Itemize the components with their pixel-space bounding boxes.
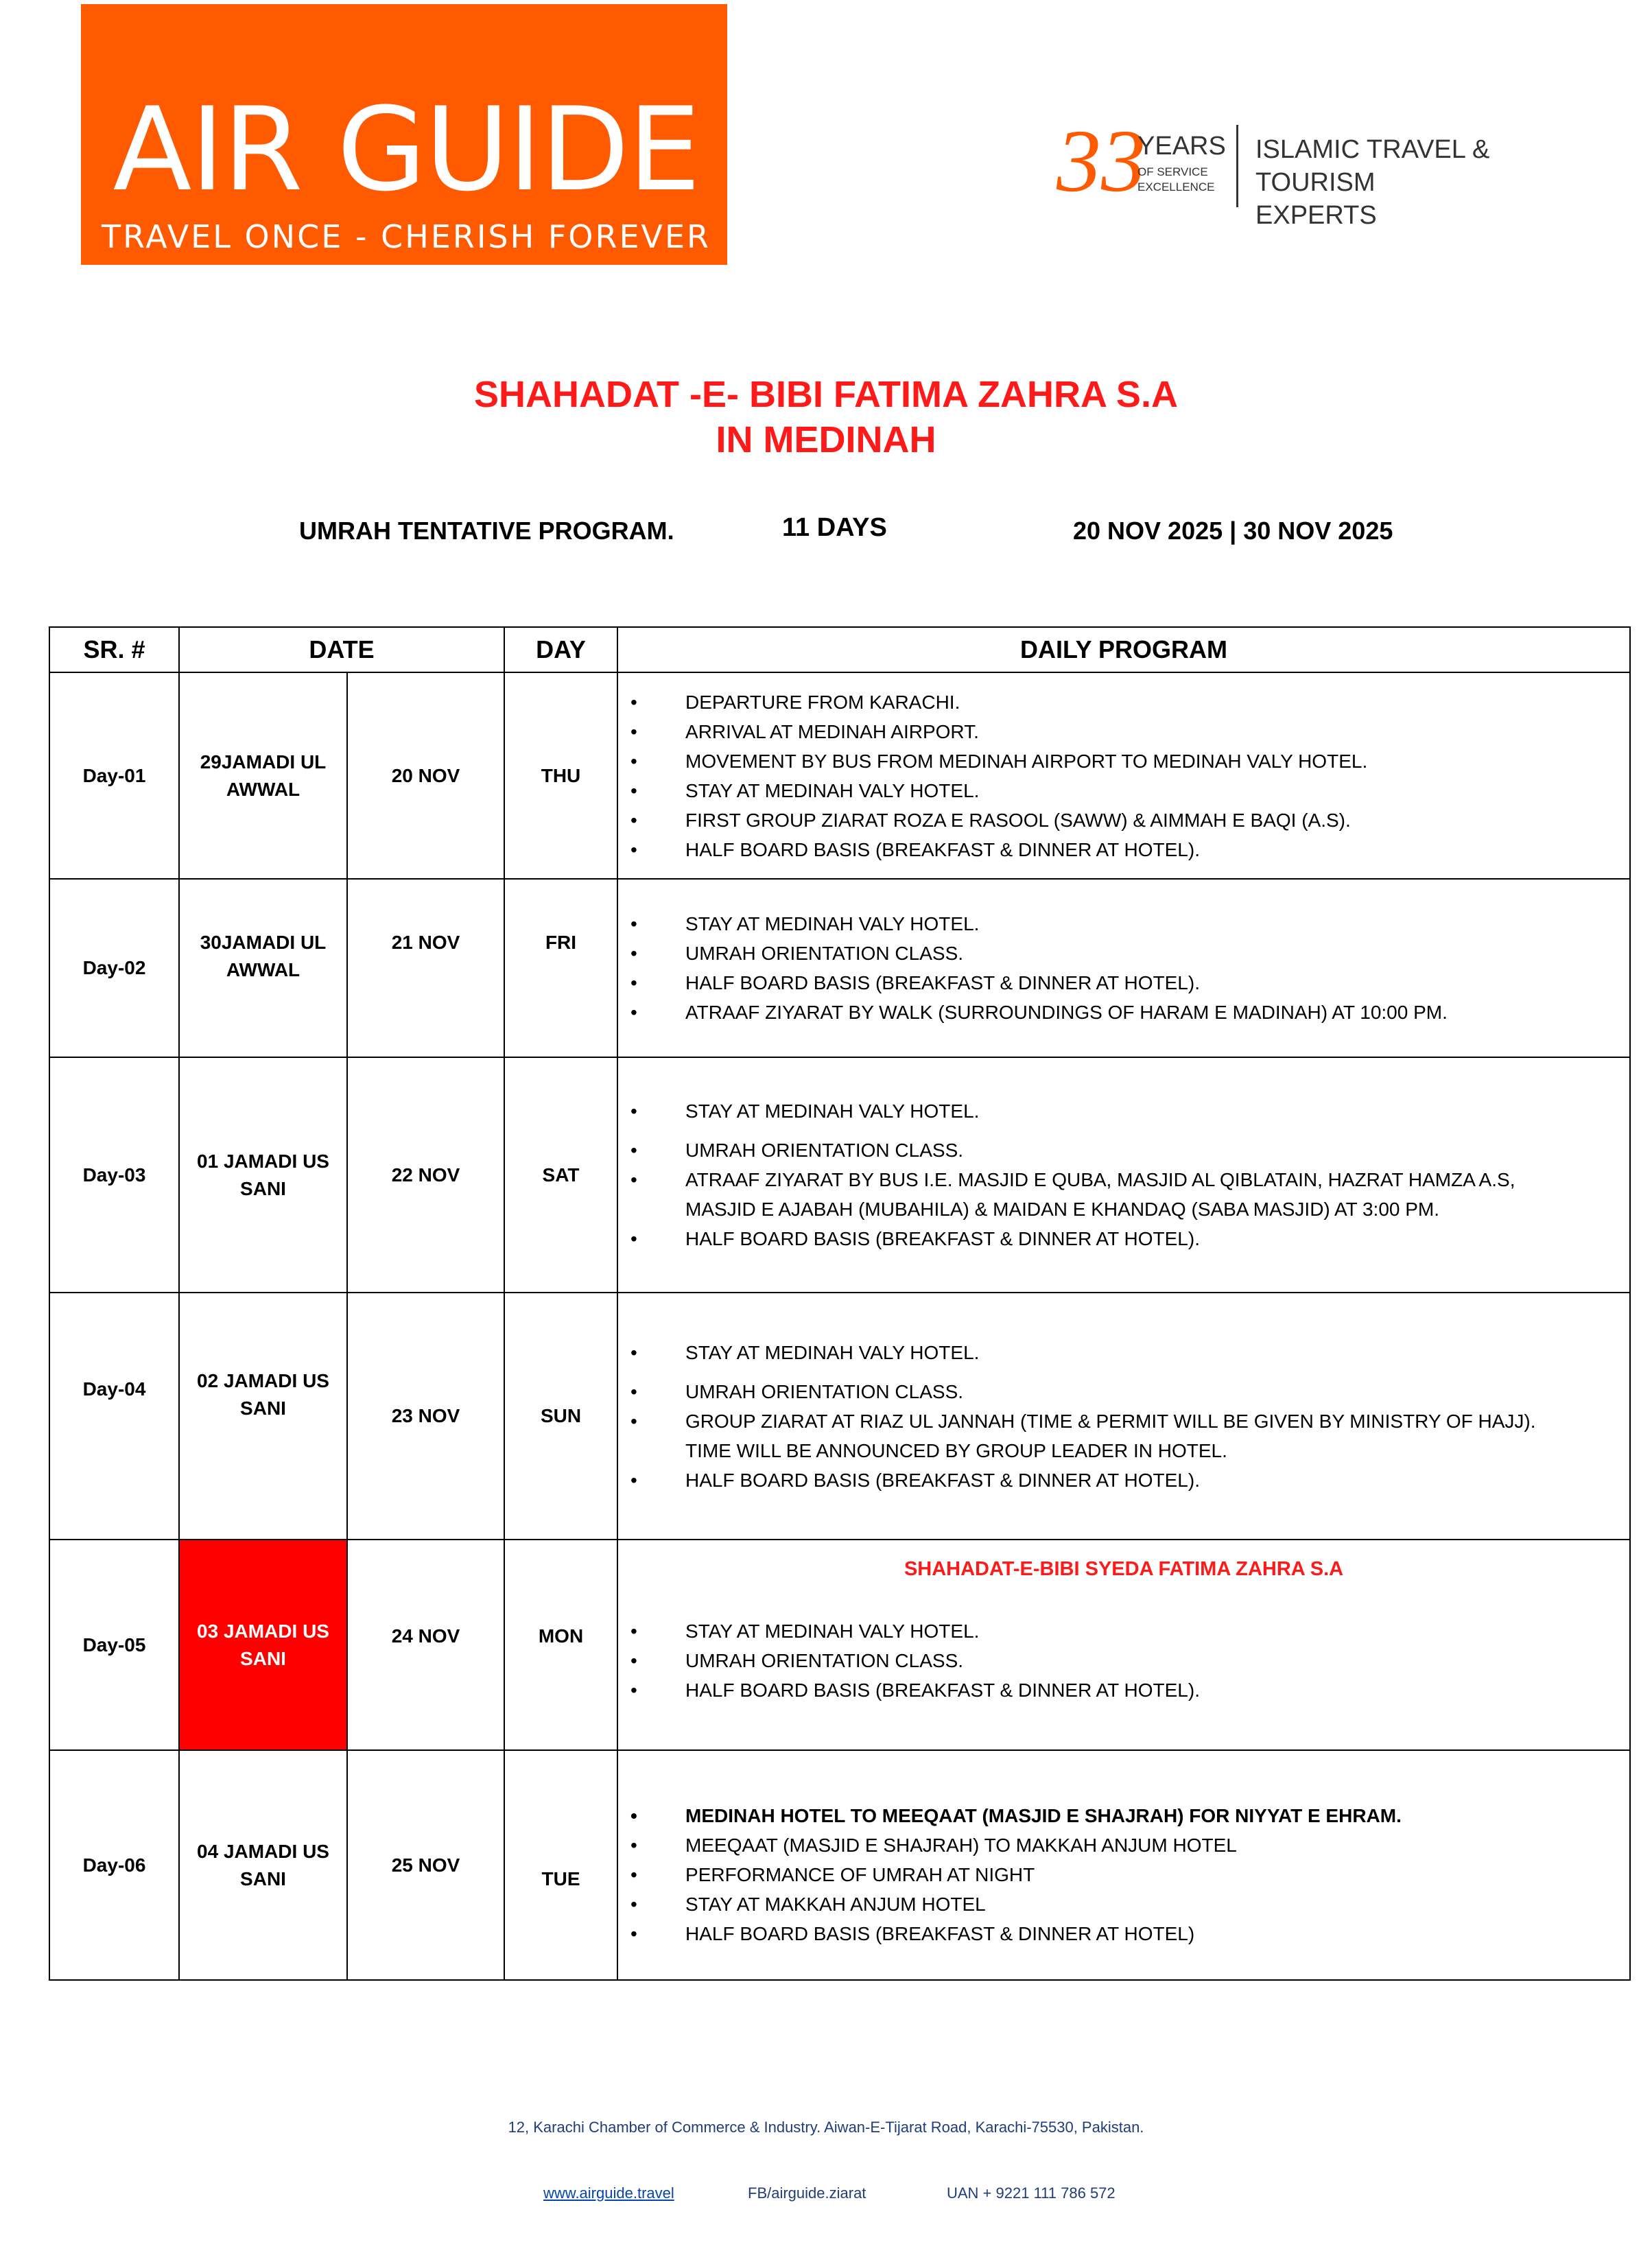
row-date: 25 NOV	[347, 1750, 504, 1980]
table-row	[49, 1293, 1630, 1540]
row-date: 22 NOV	[347, 1057, 504, 1293]
row-sr: Day-05	[49, 1540, 179, 1750]
table-row	[49, 1750, 1630, 1980]
list-item: • UMRAH ORIENTATION CLASS.	[685, 1377, 1629, 1406]
islamic-date-line-1: 04 JAMADI US	[197, 1840, 329, 1862]
list-item: • MEEQAAT (MASJID E SHAJRAH) TO MAKKAH ANJUM HOTEL	[685, 1830, 1629, 1860]
footer-website-wrap	[543, 2184, 674, 2202]
program-list	[618, 687, 1629, 864]
list-item: • UMRAH ORIENTATION CLASS.	[685, 1135, 1629, 1165]
program-table	[49, 626, 1631, 1981]
row-weekday: FRI	[504, 879, 617, 1057]
list-item: • STAY AT MEDINAH VALY HOTEL.	[685, 1096, 1629, 1126]
islamic-date-line-2: SANI	[240, 1177, 286, 1199]
air-guide-logo	[81, 4, 727, 265]
row-program	[617, 672, 1630, 879]
list-item: • UMRAH ORIENTATION CLASS.	[685, 939, 1629, 968]
islamic-date-line-2: AWWAL	[226, 778, 300, 800]
row-islamic-date	[179, 672, 347, 879]
footer-facebook: FB/airguide.ziarat	[748, 2184, 866, 2202]
list-item: • HALF BOARD BASIS (BREAKFAST & DINNER AT HOTEL).	[685, 968, 1629, 998]
row-sr: Day-02	[49, 879, 179, 1057]
table-row	[49, 879, 1630, 1057]
years-sub-1: OF SERVICE	[1137, 165, 1208, 178]
list-item: • STAY AT MEDINAH VALY HOTEL.	[685, 1616, 1629, 1646]
page-title	[0, 372, 1652, 462]
years-label: YEARS	[1137, 132, 1226, 161]
list-item: • HALF BOARD BASIS (BREAKFAST & DINNER AT HOTEL).	[685, 835, 1629, 864]
row-sr: Day-04	[49, 1293, 179, 1540]
list-item: • MEDINAH HOTEL TO MEEQAAT (MASJID E SHAJRAH) FOR NIYYAT E EHRAM.	[685, 1801, 1629, 1830]
program-list	[618, 1338, 1629, 1495]
logo-brand: AIR GUIDE	[113, 82, 700, 217]
header-sr: SR. #	[49, 627, 179, 672]
islamic-date-line-2: AWWAL	[226, 959, 300, 980]
program-list	[618, 1616, 1629, 1705]
program-list	[618, 1801, 1629, 1948]
list-item: • STAY AT MEDINAH VALY HOTEL.	[685, 909, 1629, 939]
row-weekday: SUN	[504, 1293, 617, 1540]
islamic-date-line-1: 02 JAMADI US	[197, 1370, 329, 1391]
badge-tagline	[1255, 133, 1496, 232]
list-item: • DEPARTURE FROM KARACHI.	[685, 687, 1629, 717]
row-program	[617, 1540, 1630, 1750]
table-row	[49, 1540, 1630, 1750]
title-line-2: IN MEDINAH	[716, 419, 936, 460]
list-item: • MOVEMENT BY BUS FROM MEDINAH AIRPORT TO MEDINAH VALY HOTEL.	[685, 746, 1629, 776]
row-islamic-date	[179, 1057, 347, 1293]
row-weekday: MON	[504, 1540, 617, 1750]
logo-tagline: TRAVEL ONCE - CHERISH FOREVER	[101, 218, 711, 255]
row-date: 20 NOV	[347, 672, 504, 879]
table-row	[49, 672, 1630, 879]
list-item: • ARRIVAL AT MEDINAH AIRPORT.	[685, 717, 1629, 746]
row-date: 23 NOV	[347, 1293, 504, 1540]
list-item: • FIRST GROUP ZIARAT ROZA E RASOOL (SAWW) & AIMMAH E BAQI (A.S).	[685, 805, 1629, 835]
years-number: 33	[1057, 112, 1146, 211]
islamic-date-line-2: SANI	[240, 1867, 286, 1889]
row-islamic-date	[179, 1750, 347, 1980]
program-list	[618, 909, 1629, 1027]
islamic-date-line-1: 29JAMADI UL	[200, 751, 327, 773]
row-program	[617, 1750, 1630, 1980]
row-sr: Day-06	[49, 1750, 179, 1980]
list-item: • GROUP ZIARAT AT RIAZ UL JANNAH (TIME & PERMIT WILL BE GIVEN BY MINISTRY OF HAJJ).	[685, 1406, 1629, 1436]
list-item-continuation: MASJID E AJABAH (MUBAHILA) & MAIDAN E KHANDAQ (SABA MASJID) AT 3:00 PM.	[685, 1199, 1440, 1220]
row-islamic-date-highlight	[179, 1540, 347, 1750]
list-item-continuation: TIME WILL BE ANNOUNCED BY GROUP LEADER IN HOTEL.	[685, 1439, 1227, 1461]
header-date: DATE	[179, 627, 504, 672]
row-weekday: TUE	[504, 1750, 617, 1980]
program-list	[618, 1096, 1629, 1253]
footer-uan: UAN + 9221 111 786 572	[947, 2184, 1116, 2202]
badge-divider	[1236, 125, 1238, 207]
row-islamic-date	[179, 879, 347, 1057]
list-item: • UMRAH ORIENTATION CLASS.	[685, 1646, 1629, 1675]
islamic-date-line-1: 03 JAMADI US	[197, 1620, 329, 1642]
table-header-row	[49, 627, 1630, 672]
program-label: UMRAH TENTATIVE PROGRAM.	[299, 517, 674, 545]
header-program: DAILY PROGRAM	[617, 627, 1630, 672]
list-item: • HALF BOARD BASIS (BREAKFAST & DINNER AT HOTEL)	[685, 1919, 1629, 1948]
badge-tagline-2: TOURISM EXPERTS	[1255, 168, 1377, 230]
row-weekday: THU	[504, 672, 617, 879]
badge-tagline-1: ISLAMIC TRAVEL &	[1255, 135, 1490, 164]
list-item: • ATRAAF ZIYARAT BY BUS I.E. MASJID E QUBA, MASJID AL QIBLATAIN, HAZRAT HAMZA A.S,	[685, 1165, 1629, 1194]
list-item: • STAY AT MEDINAH VALY HOTEL.	[685, 776, 1629, 805]
table-row	[49, 1057, 1630, 1293]
list-item: • HALF BOARD BASIS (BREAKFAST & DINNER AT HOTEL).	[685, 1465, 1629, 1495]
row-sr: Day-01	[49, 672, 179, 879]
row-islamic-date	[179, 1293, 347, 1540]
program-dates: 20 NOV 2025 | 30 NOV 2025	[1073, 517, 1393, 545]
islamic-date-line-1: 30JAMADI UL	[200, 932, 327, 953]
title-line-1: SHAHADAT -E- BIBI FATIMA ZAHRA S.A	[474, 374, 1178, 415]
row-weekday: SAT	[504, 1057, 617, 1293]
islamic-date-line-2: SANI	[240, 1647, 286, 1669]
list-item: • STAY AT MAKKAH ANJUM HOTEL	[685, 1889, 1629, 1919]
islamic-date-line-1: 01 JAMADI US	[197, 1150, 329, 1172]
list-item: • STAY AT MEDINAH VALY HOTEL.	[685, 1338, 1629, 1367]
years-badge	[1057, 112, 1496, 230]
special-event-title: SHAHADAT-E-BIBI SYEDA FATIMA ZAHRA S.A	[904, 1557, 1344, 1580]
list-item: • HALF BOARD BASIS (BREAKFAST & DINNER AT HOTEL).	[685, 1675, 1629, 1705]
years-sub	[1137, 165, 1214, 195]
program-days: 11 DAYS	[782, 513, 887, 542]
row-date: 24 NOV	[347, 1540, 504, 1750]
islamic-date-line-2: SANI	[240, 1398, 286, 1419]
header-day: DAY	[504, 627, 617, 672]
years-sub-2: EXCELLENCE	[1137, 180, 1215, 193]
row-date: 21 NOV	[347, 879, 504, 1057]
row-program	[617, 1057, 1630, 1293]
list-item: • HALF BOARD BASIS (BREAKFAST & DINNER AT HOTEL).	[685, 1224, 1629, 1253]
list-item: • ATRAAF ZIYARAT BY WALK (SURROUNDINGS OF HARAM E MADINAH) AT 10:00 PM.	[685, 998, 1629, 1027]
row-program	[617, 1293, 1630, 1540]
list-item: • PERFORMANCE OF UMRAH AT NIGHT	[685, 1860, 1629, 1889]
row-sr: Day-03	[49, 1057, 179, 1293]
footer-address: 12, Karachi Chamber of Commerce & Industry. Aiwan-E-Tijarat Road, Karachi-75530, Pakistan.	[508, 2119, 1144, 2136]
website-link[interactable]: www.airguide.travel	[543, 2184, 674, 2202]
row-program	[617, 879, 1630, 1057]
